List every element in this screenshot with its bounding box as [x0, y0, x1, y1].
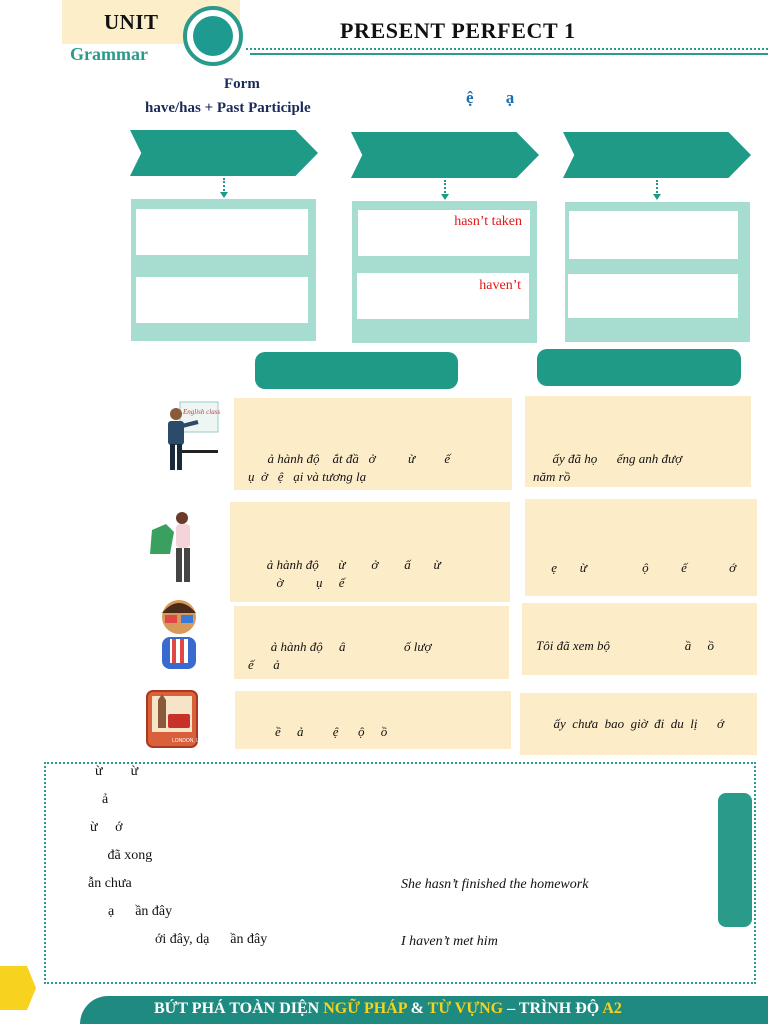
affirmative-arrow — [130, 130, 318, 176]
example-header-pill — [537, 349, 741, 386]
footer-banner — [80, 996, 768, 1024]
title-rule — [250, 53, 768, 55]
use-3-example — [522, 603, 757, 675]
woman-clothes-icon — [146, 510, 206, 588]
use-4-line-1: ề ả ệ ộ ồ — [249, 724, 388, 739]
footer-part-1: BỨT PHÁ TOÀN DIỆN — [154, 1000, 324, 1017]
footer-part-3: & — [406, 1000, 428, 1017]
signal-words-box — [44, 762, 756, 984]
signal-example: I haven’t met him — [401, 934, 498, 949]
form-formula: have/has + Past Participle — [145, 100, 311, 116]
section-label: Grammar — [70, 44, 148, 64]
footer-text — [154, 1000, 622, 1018]
signal-word: ừ ớ — [90, 820, 123, 835]
london-icon — [146, 690, 206, 748]
affirmative-slot-top — [136, 209, 308, 255]
arrow-connector-head — [653, 194, 661, 200]
teacher-icon — [158, 400, 220, 474]
negative-slot-top: hasn’t taken — [358, 210, 530, 256]
use-2-example — [525, 499, 757, 596]
signal-word: ạ ần đây — [94, 904, 173, 919]
signal-word: ừ ừ — [95, 764, 139, 779]
unit-badge-circle — [193, 16, 233, 56]
use-3-example-line-1: Tôi đã xem bộ ầ ồ — [536, 638, 715, 653]
footer-highlight-vocabulary: TỪ VỰNG — [427, 1000, 504, 1017]
use-1-example — [525, 396, 751, 487]
svg-text:LONDON, U.K.: LONDON, U.K. — [172, 738, 206, 744]
question-slot-top — [569, 211, 738, 259]
page-title: PRESENT PERFECT 1 — [340, 18, 576, 43]
use-1-line-2: ụ ở ệ ại và tương lạ — [248, 469, 367, 484]
affirmative-slot-bottom — [136, 277, 308, 323]
negative-slot-bottom: haven’t — [357, 273, 529, 319]
use-2-line-1: ả hành độ ừ ở ấ ừ — [244, 557, 441, 572]
signal-word: ả — [95, 792, 109, 807]
form-label: Form — [224, 76, 260, 92]
arrow-connector-head — [220, 192, 228, 198]
question-slot-bottom — [568, 274, 738, 318]
signal-word: ới đây, dạ ần đây — [92, 932, 268, 947]
use-3-line-2: ế ả — [248, 657, 280, 672]
use-3-line-1: ả hành độ â ố lượ — [248, 639, 432, 654]
use-2-example-line-1: ẹ ừ ộ ế ớ — [535, 560, 737, 575]
arrow-connector-head — [441, 194, 449, 200]
svg-text:English class: English class — [183, 408, 221, 416]
form-heading-fragment: ệ ạ — [466, 88, 529, 107]
movie-boy-icon — [158, 597, 200, 671]
side-tab-bar — [718, 793, 752, 927]
use-1-line-1: ả hành độ ắt đầ ở ừ ế — [248, 451, 451, 466]
use-2-line-2: ờ ụ ế — [244, 575, 345, 590]
signal-word: ẫn chưa — [88, 876, 132, 891]
use-4-example — [520, 693, 757, 755]
footer-highlight-level: A2 — [602, 1000, 622, 1017]
use-4-example-line-1: ấy chưa bao giờ đi du lị ớ — [534, 716, 724, 731]
use-4-description — [235, 691, 511, 749]
signal-word: đã xong — [90, 848, 153, 863]
title-dotted-rule — [246, 48, 768, 50]
use-2-description — [230, 502, 510, 602]
use-1-description — [234, 398, 512, 490]
negative-arrow — [351, 132, 539, 178]
use-header-pill — [255, 352, 458, 389]
unit-label: UNIT — [104, 10, 159, 34]
footer-highlight-grammar: NGỮ PHÁP — [323, 1000, 407, 1017]
signal-example: She hasn’t finished the homework — [401, 877, 589, 892]
page-tab-marker — [0, 966, 36, 1010]
use-3-description — [234, 606, 509, 679]
use-1-example-line-2: năm rồ — [533, 469, 571, 484]
use-1-example-line-1: ấy đã họ ếng anh đượ — [533, 451, 683, 466]
footer-part-5: – TRÌNH ĐỘ — [503, 1000, 603, 1017]
question-arrow — [563, 132, 751, 178]
